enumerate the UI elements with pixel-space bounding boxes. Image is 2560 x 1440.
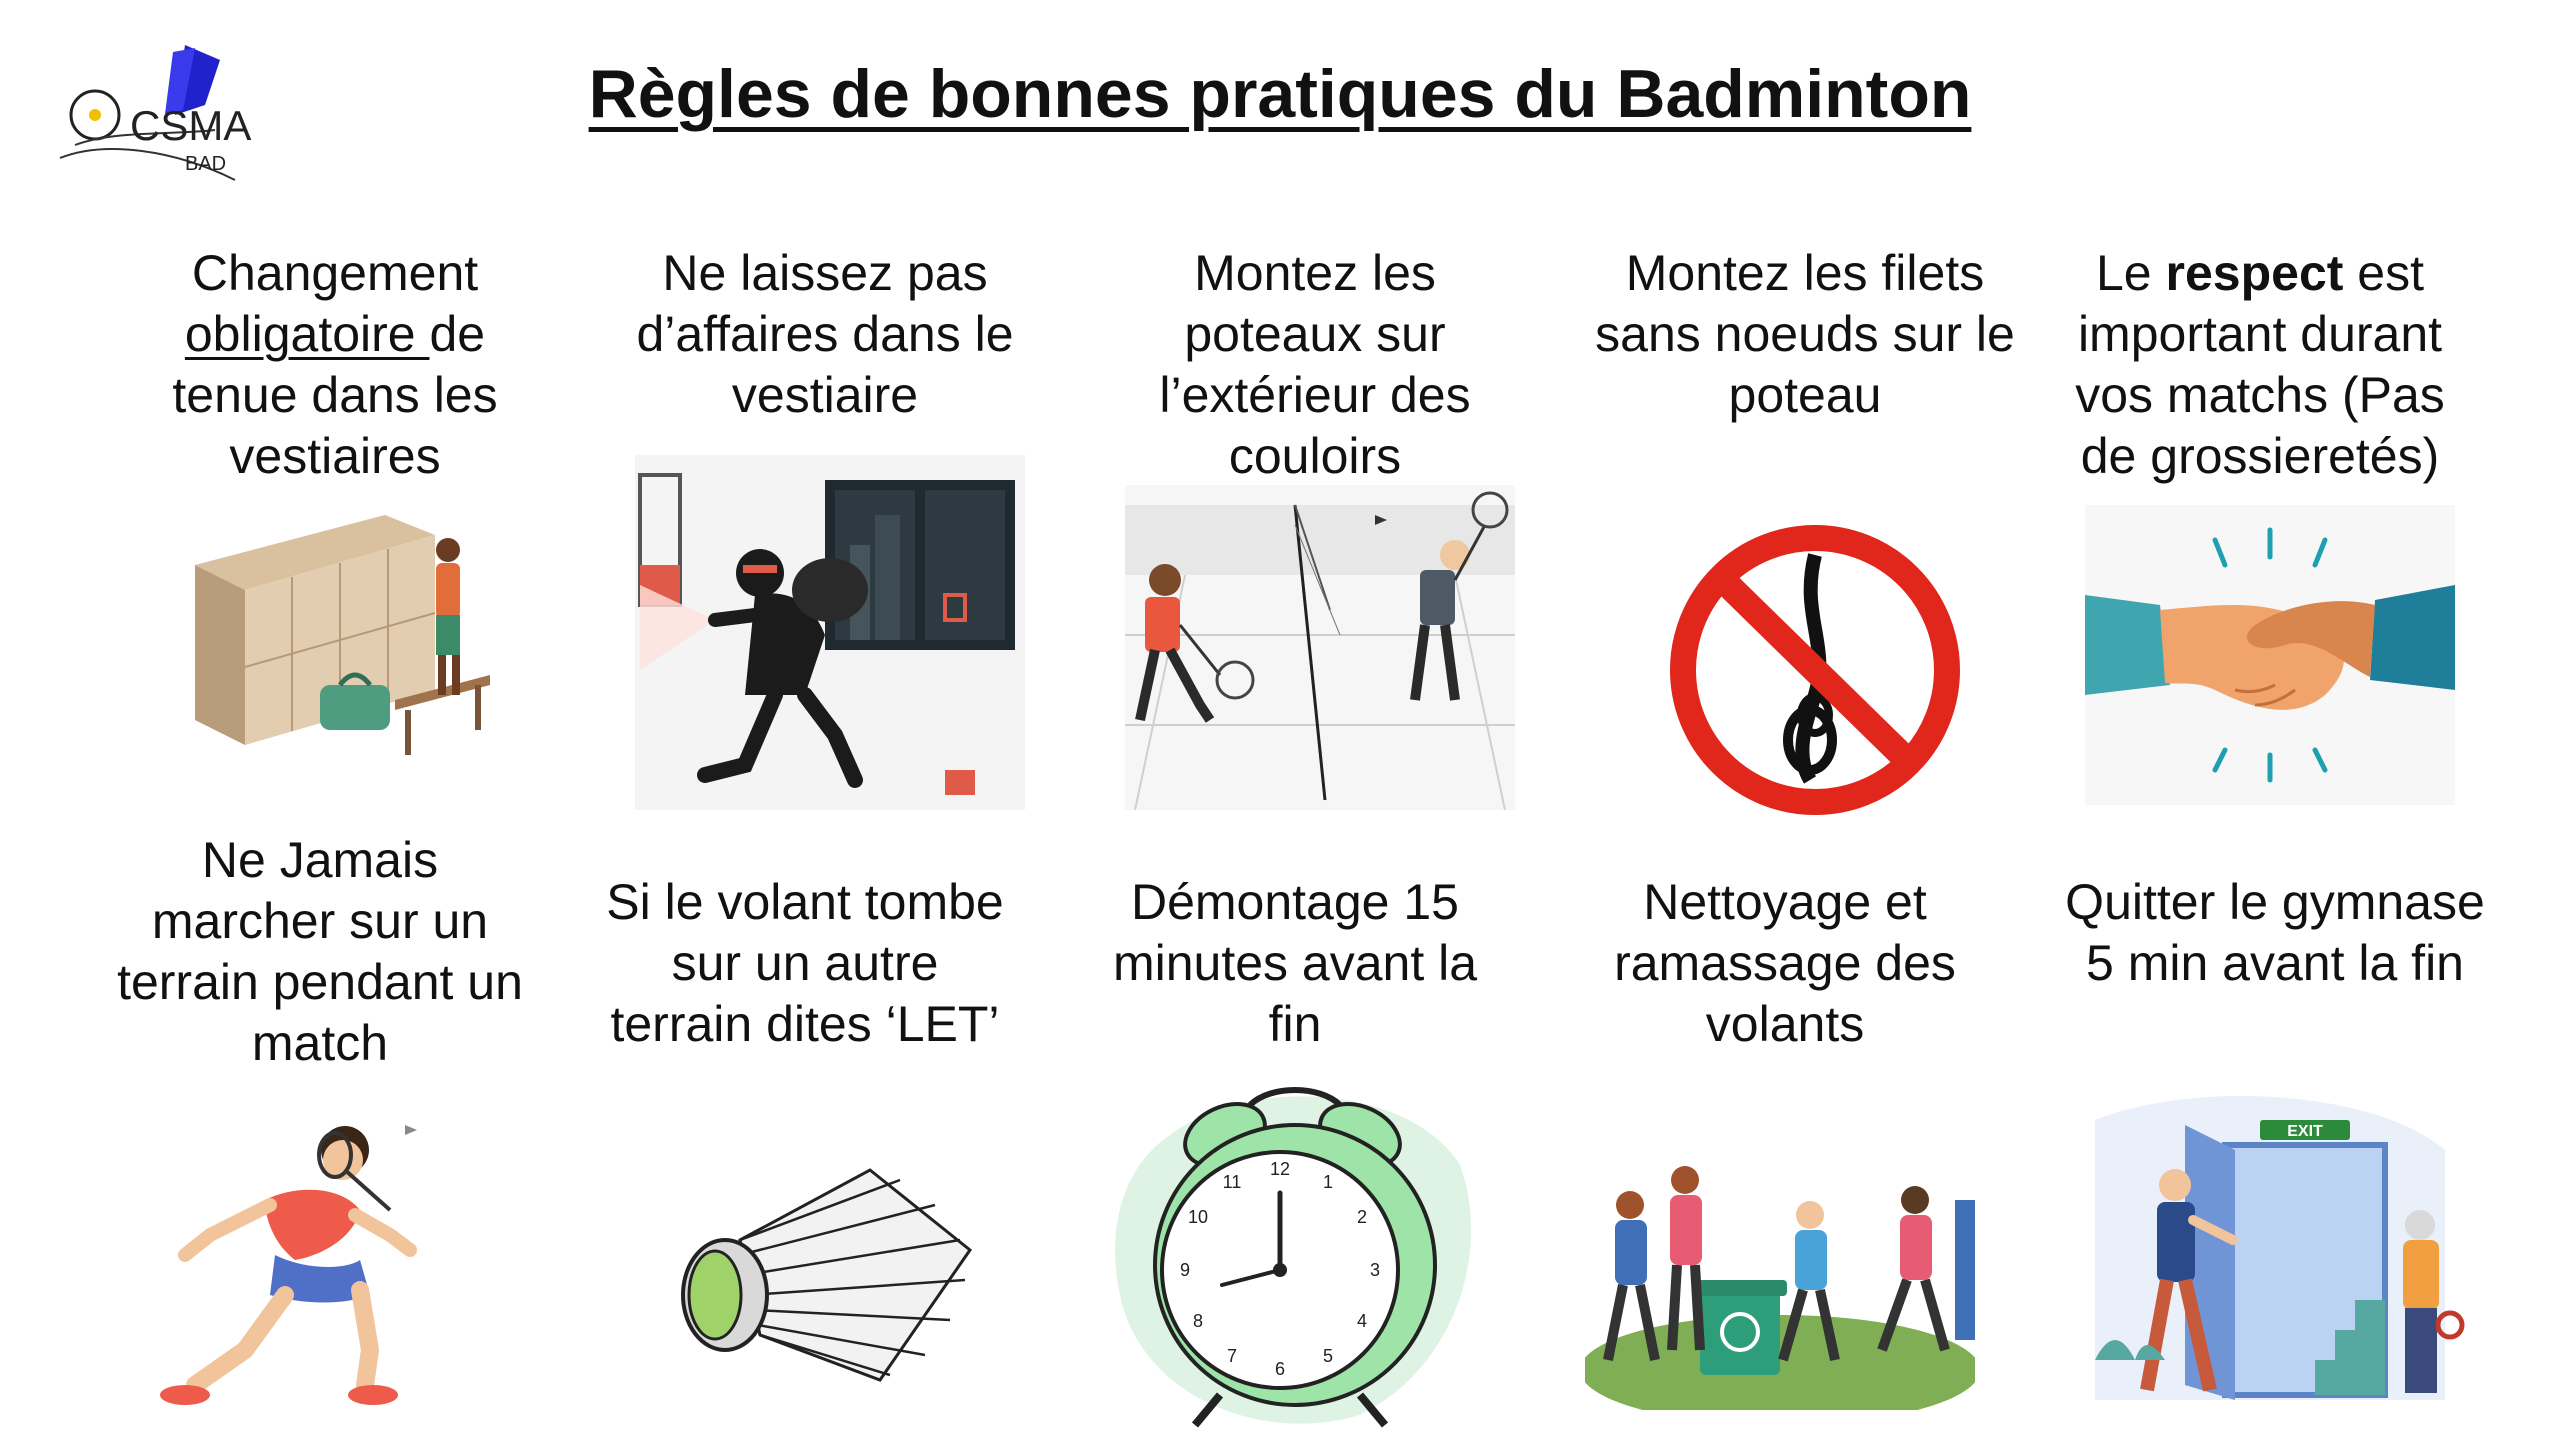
clock-number-11: 11 — [1222, 1172, 1242, 1192]
thief-illustration — [635, 455, 1025, 810]
emphasis-respect: respect — [2165, 245, 2344, 301]
cleanup-illustration — [1585, 1160, 1975, 1410]
rule-caption-3: Montez les poteaux sur l’extérieur des couloirs — [1159, 245, 1471, 484]
clock-number-7: 7 — [1226, 1346, 1238, 1366]
shuttlecock-illustration — [670, 1160, 980, 1390]
rule-caption-5: Le respect est important durant vos matchs (Pas de grossieretés) — [2075, 245, 2445, 484]
rule-caption-8: Démontage 15 minutes avant la fin — [1112, 874, 1478, 1052]
clock-number-5: 5 — [1322, 1346, 1334, 1366]
clock-number-6: 6 — [1274, 1359, 1286, 1379]
emphasis-obligatoire: obligatoire — [184, 306, 430, 362]
clock-number-9: 9 — [1179, 1260, 1191, 1280]
page-title: Règles de bonnes pratiques du Badminton — [588, 56, 1972, 132]
locker-room-illustration — [190, 505, 490, 785]
clock-number-8: 8 — [1192, 1311, 1204, 1331]
no-knot-sign-illustration — [1665, 525, 1965, 815]
rule-caption-1: Changement obligatoire de tenue dans les vestiaires — [172, 245, 498, 484]
rule-caption-7: Si le volant tombe sur un autre terrain dites ‘LET’ — [606, 874, 1004, 1052]
rule-caption-6: Ne Jamais marcher sur un terrain pendant un match — [117, 832, 523, 1071]
clock-number-1: 1 — [1322, 1172, 1334, 1192]
clock-number-4: 4 — [1356, 1311, 1368, 1331]
logo-subtext: BAD — [185, 153, 227, 175]
player-illustration — [155, 1105, 455, 1415]
rule-caption-9: Nettoyage et ramassage des volants — [1614, 874, 1956, 1052]
handshake-illustration — [2085, 505, 2455, 805]
exit-sign-text: EXIT — [2287, 1123, 2323, 1140]
alarm-clock-illustration — [1110, 1075, 1480, 1435]
clock-number-3: 3 — [1369, 1260, 1381, 1280]
exit-door-illustration — [2075, 1080, 2465, 1410]
logo-text: CSMA — [130, 102, 252, 149]
clock-number-12: 12 — [1269, 1159, 1291, 1179]
clock-number-10: 10 — [1187, 1207, 1209, 1227]
clock-number-2: 2 — [1356, 1207, 1368, 1227]
rule-caption-4: Montez les filets sans noeuds sur le poteau — [1595, 245, 2015, 423]
badminton-court-illustration — [1125, 485, 1515, 810]
rule-caption-2: Ne laissez pas d’affaires dans le vestiaire — [636, 245, 1014, 423]
rule-caption-10: Quitter le gymnase 5 min avant la fin — [2065, 874, 2485, 991]
